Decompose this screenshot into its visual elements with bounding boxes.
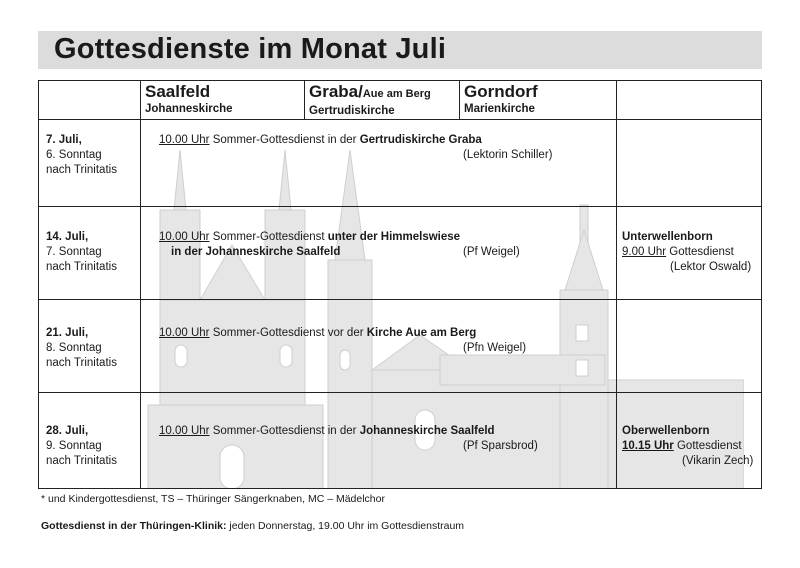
date: 7. Juli,	[46, 134, 82, 146]
side-time: 10.15 Uhr	[622, 440, 674, 452]
service-text: Sommer-Gottesdienst in der	[209, 425, 360, 437]
after-trinitatis: nach Trinitatis	[46, 455, 117, 467]
klinik-label: Gottesdienst in der Thüringen-Klinik:	[41, 520, 227, 532]
column-header-saalfeld	[145, 82, 233, 116]
side-place: Unterwellenborn	[622, 231, 713, 243]
sunday: 9. Sonntag	[46, 440, 102, 452]
after-trinitatis: nach Trinitatis	[46, 164, 117, 176]
service-entry	[159, 230, 460, 245]
row-divider	[38, 299, 762, 300]
officiant: (Pf Sparsbrod)	[463, 440, 538, 452]
service-time: 10.00 Uhr	[159, 327, 210, 339]
side-person: (Vikarin Zech)	[682, 455, 754, 467]
service-entry	[159, 133, 482, 148]
after-trinitatis: nach Trinitatis	[46, 261, 117, 273]
column-name: Saalfeld	[145, 82, 211, 101]
column-suffix: Aue am Berg	[362, 88, 431, 100]
officiant: (Pfn Weigel)	[463, 342, 527, 354]
service-location: Kirche Aue am Berg	[366, 327, 477, 339]
page-title: Gottesdienste im Monat Juli	[54, 33, 447, 65]
after-trinitatis: nach Trinitatis	[46, 357, 117, 369]
service-text: Sommer-Gottesdienst in der	[209, 134, 360, 146]
officiant: (Lektorin Schiller)	[463, 149, 553, 161]
service-entry	[159, 424, 495, 439]
sunday: 6. Sonntag	[46, 149, 102, 161]
service-location-line2: in der Johanneskirche Saalfeld	[171, 246, 341, 258]
side-time: 9.00 Uhr	[622, 246, 667, 258]
column-church: Gertrudiskirche	[309, 105, 395, 117]
side-text: Gottesdienst	[673, 440, 742, 452]
date-cell	[46, 326, 117, 371]
column-church: Johanneskirche	[145, 103, 233, 115]
row-divider	[38, 119, 762, 120]
column-church: Marienkirche	[464, 103, 535, 115]
klinik-note	[41, 520, 464, 532]
service-text: Sommer-Gottesdienst	[209, 231, 328, 243]
date-cell	[46, 230, 117, 275]
service-time: 10.00 Uhr	[159, 231, 210, 243]
col-divider	[616, 80, 617, 489]
klinik-text: jeden Donnerstag, 19.00 Uhr im Gottesdienstraum	[226, 520, 465, 532]
column-name: Graba/	[309, 82, 363, 101]
date-cell	[46, 133, 117, 178]
col-divider	[459, 80, 460, 119]
column-header-gorndorf	[464, 82, 538, 116]
sunday: 7. Sonntag	[46, 246, 102, 258]
service-location: unter der Himmelswiese	[327, 231, 461, 243]
side-place: Oberwellenborn	[622, 425, 710, 437]
service-text: Sommer-Gottesdienst vor der	[209, 327, 367, 339]
footnote: * und Kindergottesdienst, TS – Thüringer Sängerknaben, MC – Mädelchor	[41, 493, 385, 505]
service-entry	[159, 326, 476, 341]
side-person: (Lektor Oswald)	[670, 261, 752, 273]
service-location: Gertrudiskirche Graba	[359, 134, 482, 146]
date: 14. Juli,	[46, 231, 89, 243]
side-text: Gottesdienst	[666, 246, 734, 258]
side-unterwellenborn	[622, 230, 751, 275]
date: 28. Juli,	[46, 425, 89, 437]
side-oberwellenborn	[622, 424, 753, 469]
date-cell	[46, 424, 117, 469]
service-location: Johanneskirche Saalfeld	[359, 425, 495, 437]
service-time: 10.00 Uhr	[159, 134, 210, 146]
title-bar	[38, 31, 762, 69]
column-header-graba	[309, 82, 431, 118]
date: 21. Juli,	[46, 327, 89, 339]
col-divider	[304, 80, 305, 119]
service-time: 10.00 Uhr	[159, 425, 210, 437]
sunday: 8. Sonntag	[46, 342, 102, 354]
column-name: Gorndorf	[464, 82, 538, 101]
officiant: (Pf Weigel)	[463, 246, 520, 258]
col-divider	[140, 80, 141, 489]
row-divider	[38, 392, 762, 393]
row-divider	[38, 206, 762, 207]
